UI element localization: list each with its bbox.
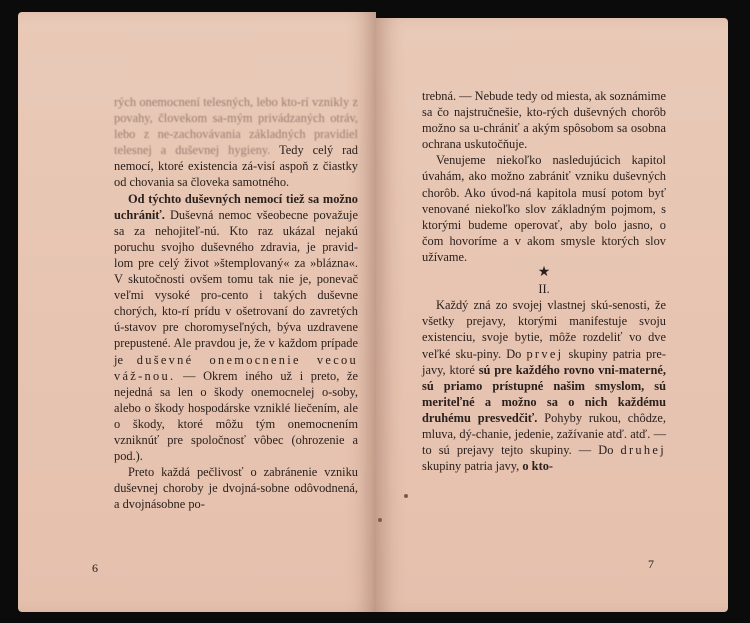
bold-text-end: o kto- — [522, 459, 554, 474]
page-number-right: 7 — [648, 557, 654, 571]
left-paragraph-1 — [114, 94, 358, 191]
section-heading: II. — [538, 282, 550, 297]
right-paragraph-3 — [422, 297, 666, 474]
left-paragraph-2 — [114, 191, 358, 465]
left-paragraph-2-rest: Duševná nemoc všeobecne považuje sa za nehojiteľ-nú. Kto raz ukázal nejakú poruchu svojho duševného zdravia, je pravid-lom pre celý život »štemplovaný« za »blázna«. V skutočnosti ovšem tomu tak nie je, ponevač veľmi vysoké pro-cento i takých duševne chorých, kto-rí prídu v ošetrovaní do zavretých ú-stavov pre choromyseľných, býva uzdravene prepustené. Ale pravdou je, že v každom prípade je — [114, 207, 358, 367]
right-paragraph-2: Venujeme niekoľko nasledujúcich kapitol úvahám, ako možno zabrániť vzniku duševných chorôb. Ako úvod-ná kapitola musí potom byť venované niekoľko slov základným pojmom, s ktorými budeme operovať, aby bolo jasno, o čom hovoríme a v akom smysle ktorých slov užívame. — [422, 153, 666, 264]
bold-text: sú pre každého rovno vni-materné, sú priamo prístupné našim smyslom, sú meriteľné a možno sa o nich každému druhému presvedčiť. — [422, 362, 666, 425]
right-page-text — [422, 88, 666, 474]
left-paragraph-1-rest: Tedy celý rad nemocí, ktoré existencia zá-visí aspoň z čiastky od chovania sa človeka samotného. — [114, 143, 358, 190]
right-paragraph-3-start: Každý zná zo svojej vlastnej skú-senosti, že všetky prejavy, ktorými manifestuje svoju existenciu, svoje bytie, môže rozdeliť vo dve veľké sku-piny. Do — [422, 298, 666, 361]
page-number-left: 6 — [92, 561, 98, 575]
star-icon: ★ — [537, 265, 551, 281]
right-paragraph-3-final: skupiny patria javy, — [422, 459, 520, 474]
left-paragraph-3: Preto každá pečlivosť o zabránenie vzniku duševnej choroby je dvojná-sobne odôvodnená, a dvojnásobne po- — [114, 465, 358, 512]
margin-dot — [404, 494, 408, 498]
left-paragraph-2-end: — Okrem iného už i preto, že nejedná sa len o škody onemocnelej o-soby, alebo o škody hospodárske vzniklé liečením, ale o škody, ktoré môžu tým onemocnením vzniknúť pre spoločnosť vôbec (ohrozenie a pod.). — [114, 368, 358, 464]
right-page — [376, 18, 728, 612]
spaced-text: duševné onemocnenie vecou váž-nou. — [114, 352, 358, 383]
margin-dot — [378, 518, 382, 522]
spaced-druhej: druhej — [620, 443, 666, 458]
right-paragraph-3-end: Pohyby rukou, chôdze, mluva, dý-chanie, jedenie, zažívanie atď. atď. — to sú prejavy tejto skupiny. — Do — [422, 410, 666, 458]
bold-heading-text: Od týchto duševných nemocí tiež sa možno uchrániť. — [114, 191, 358, 222]
right-paragraph-3-mid: skupiny patria pre-javy, ktoré — [422, 346, 667, 377]
faded-text: rých onemocnení telesných, lebo kto-rí vznikly z povahy, človekom sa-mým privádzaných otráv, lebo z ne-zachovávania základných pravidiel telesnej a duševnej hygieny. — [114, 95, 358, 158]
right-paragraph-1: trebná. — Nebude tedy od miesta, ak soznámime sa čo najstručnešie, kto-rých duševných chorôb možno sa u-chrániť a akým spôsobom sa osobna ochrana uskutočňuje. — [422, 89, 666, 152]
left-page — [18, 12, 376, 612]
left-page-text — [114, 94, 358, 512]
spaced-prvej: prvej — [526, 346, 564, 361]
